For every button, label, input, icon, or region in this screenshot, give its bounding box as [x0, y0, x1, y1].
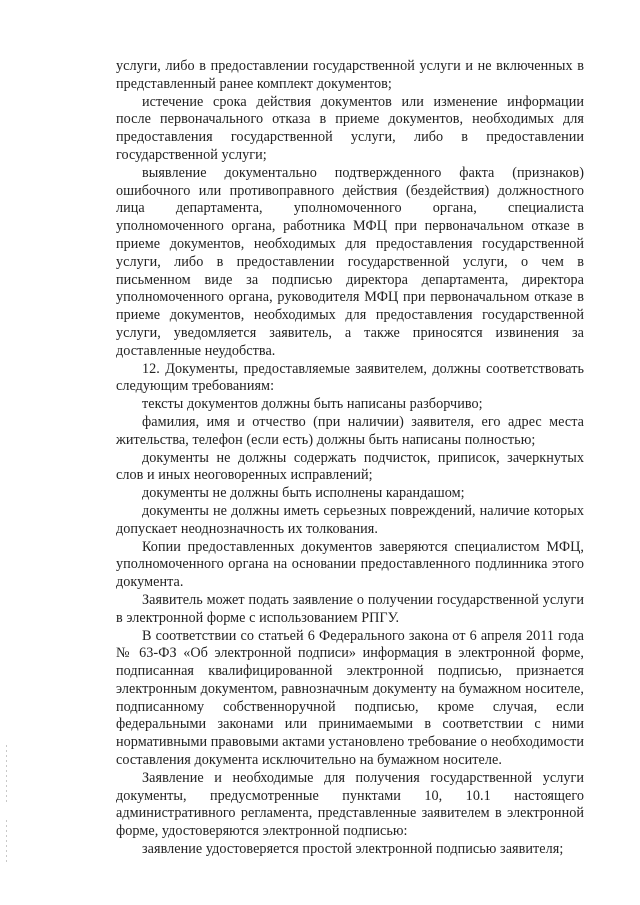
- paragraph-expiry: истечение срока действия документов или изменение информации после первоначального отказа в приеме документов, необходимых для предоставления государственной услуги, либо в предоставлении государственной услуги;: [116, 93, 584, 163]
- paragraph-law-reference: В соответствии со статьей 6 Федерального закона от 6 апреля 2011 года № 63-ФЗ «Об электронной подписи» информация в электронной форме, подписанная квалифицированной электронной подписью, признается электронным документом, равнозначным документу на бумажном носителе, подписанному собственноручной подписью, кроме случая, если федеральными законами или принимаемыми в соответствии с ними нормативными правовыми актами установлено требование о необходимости составления документа исключительно на бумажном носителе.: [116, 627, 584, 769]
- paragraph-simple-signature: заявление удостоверяется простой электронной подписью заявителя;: [142, 841, 564, 858]
- scan-margin-mark: [6, 745, 7, 805]
- paragraph-continuation: услуги, либо в предоставлении государственной услуги и не включенных в представленный ранее комплект документов;: [116, 58, 584, 92]
- paragraph-requirement-damage: документы не должны иметь серьезных повреждений, наличие которых допускает неоднозначность их толкования.: [116, 502, 584, 537]
- document-body: [116, 58, 584, 859]
- paragraph-requirement-name: фамилия, имя и отчество (при наличии) заявителя, его адрес места жительства, телефон (если есть) должны быть написаны полностью;: [116, 413, 584, 448]
- paragraph-error-detection: выявление документально подтвержденного факта (признаков) ошибочного или противоправного действия (бездействия) должностного лица департамента, уполномоченного органа, специалиста уполномоченного органа, работника МФЦ при первоначальном отказе в приеме документов, необходимых для предоставления государственной услуги, либо в предоставлении государственной услуги, о чем в письменном виде за подписью директора департамента, директора уполномоченного органа, руководителя МФЦ при первоначальном отказе в приеме документов, необходимых для предоставления государственной услуги, уведомляется заявитель, а также приносятся извинения за доставленные неудобства.: [116, 164, 584, 359]
- paragraph-electronic-application: Заявитель может подать заявление о получении государственной услуги в электронной форме с использованием РПГУ.: [116, 591, 584, 626]
- scan-margin-mark: [6, 820, 7, 865]
- paragraph-requirement-corrections: документы не должны содержать подчисток, приписок, зачеркнутых слов и иных неоговоренных исправлений;: [116, 449, 584, 484]
- paragraph-item-12: 12. Документы, предоставляемые заявителем, должны соответствовать следующим требованиям:: [116, 360, 584, 395]
- paragraph-requirement-legible: тексты документов должны быть написаны разборчиво;: [142, 396, 483, 413]
- paragraph-copies: Копии предоставленных документов заверяются специалистом МФЦ, уполномоченного органа на основании предоставленного подлинника этого документа.: [116, 538, 584, 591]
- paragraph-electronic-signature: Заявление и необходимые для получения государственной услуги документы, предусмотренные пунктами 10, 10.1 настоящего административного регламента, представленные заявителем в электронной форме, удостоверяются электронной подписью:: [116, 769, 584, 840]
- paragraph-requirement-pencil: документы не должны быть исполнены карандашом;: [142, 485, 465, 502]
